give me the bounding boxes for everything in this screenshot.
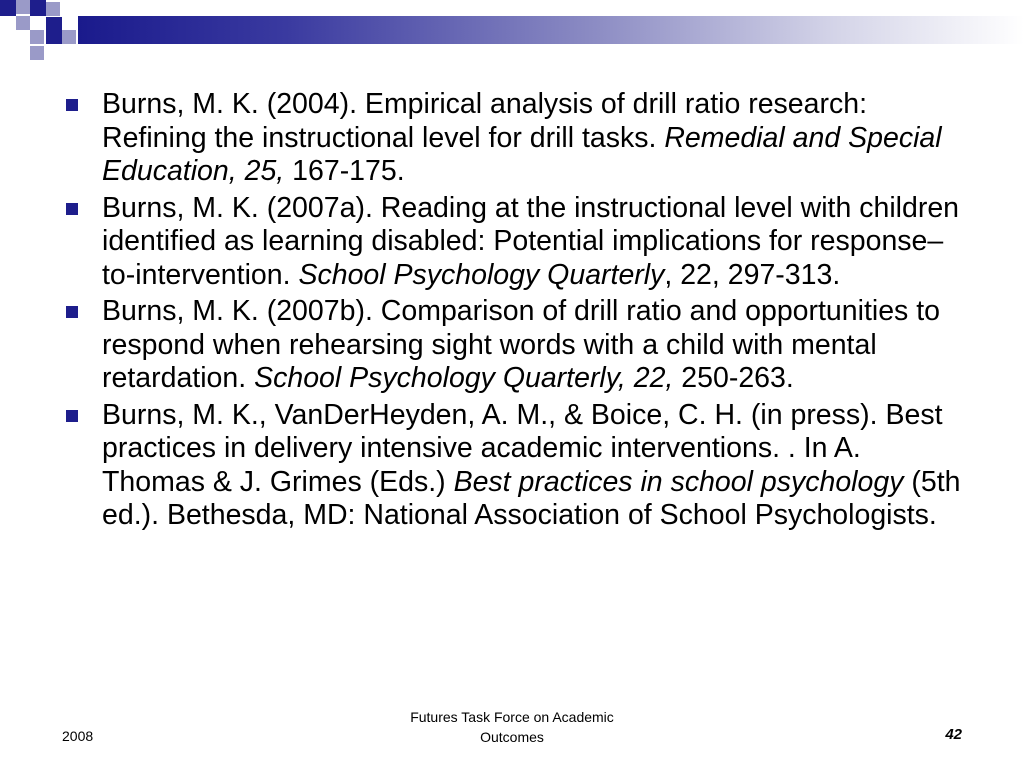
reference-pages: , 22, 297-313. bbox=[664, 258, 841, 291]
reference-item bbox=[66, 88, 966, 189]
header-square-light-2 bbox=[46, 2, 60, 16]
header-square-navy-2 bbox=[30, 0, 46, 16]
header-square-light-3 bbox=[16, 16, 30, 30]
header-gradient-bar bbox=[78, 16, 1024, 44]
header-square-light-4 bbox=[30, 30, 44, 44]
slide-number: 42 bbox=[945, 726, 962, 743]
reference-pages: 250-263. bbox=[673, 362, 794, 394]
reference-text: Burns, M. K. (2007b). Comparison of drill ratio and opportunities to respond when rehearsing sight words with a child with mental retardation. bbox=[102, 295, 940, 394]
reference-text: Burns, M. K. (2004). Empirical analysis of drill ratio research: Refining the instructional level for drill tasks. bbox=[102, 88, 868, 154]
footer-title bbox=[372, 707, 652, 747]
reference-publisher: (5th ed.). Bethesda, MD: National Association of School Psychologists. bbox=[102, 465, 961, 531]
header-square-navy-3 bbox=[46, 17, 62, 44]
header-square-light-5 bbox=[62, 30, 76, 44]
footer-title-line-2: Outcomes bbox=[480, 729, 544, 745]
reference-journal: School Psychology Quarterly bbox=[298, 258, 665, 291]
footer-title-line-1: Futures Task Force on Academic bbox=[410, 709, 614, 725]
reference-list bbox=[66, 88, 966, 536]
square-bullet-icon bbox=[66, 203, 78, 215]
reference-item bbox=[66, 295, 966, 396]
footer-date: 2008 bbox=[62, 728, 94, 744]
reference-journal: School Psychology Quarterly, 22, bbox=[254, 362, 674, 394]
reference-text: Burns, M. K. (2007a). Reading at the instructional level with children identified as learning disabled: Potential implications for response–to-intervention. bbox=[102, 191, 960, 291]
header-square-light-6 bbox=[30, 46, 44, 60]
reference-item bbox=[66, 399, 966, 533]
square-bullet-icon bbox=[66, 99, 78, 111]
reference-pages: 167-175. bbox=[284, 155, 405, 187]
reference-journal: Remedial and Special Education, 25, bbox=[102, 121, 942, 187]
reference-book-title: Best practices in school psychology bbox=[453, 465, 904, 498]
square-bullet-icon bbox=[66, 410, 78, 422]
square-bullet-icon bbox=[66, 306, 78, 318]
header-square-navy-1 bbox=[0, 0, 16, 16]
reference-text: Burns, M. K., VanDerHeyden, A. M., & Boice, C. H. (in press). Best practices in delivery intensive academic interventions. . In A. Thomas & J. Grimes (Eds.) bbox=[102, 398, 943, 498]
header-square-light-1 bbox=[16, 0, 30, 14]
reference-item bbox=[66, 192, 966, 293]
